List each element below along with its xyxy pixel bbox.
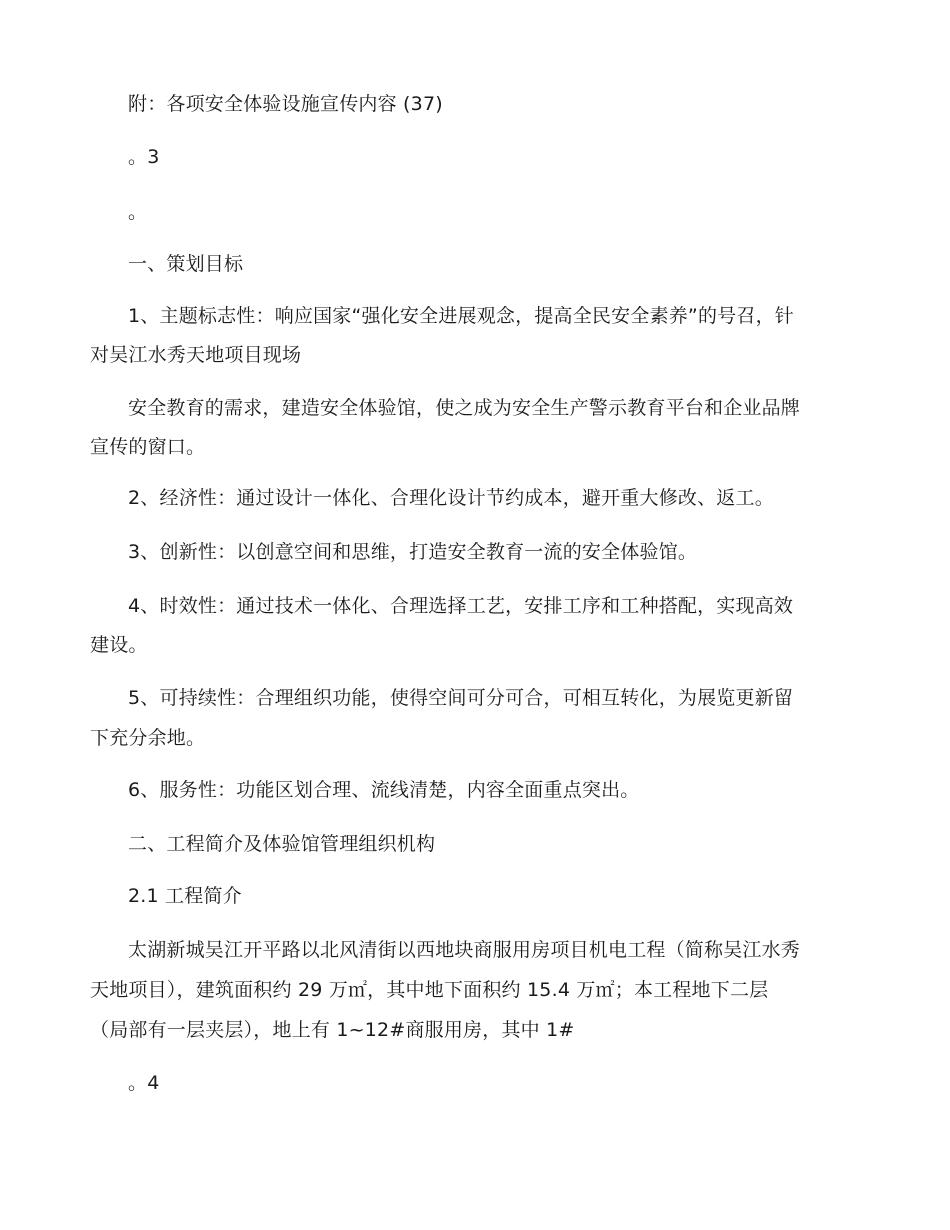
goal-5-line-2: 下充分余地。 <box>90 727 206 749</box>
goal-6: 6、服务性：功能区划合理、流线清楚，内容全面重点突出。 <box>128 779 640 801</box>
goal-4-line-2: 建设。 <box>90 634 148 656</box>
page-marker-3: 。3 <box>128 146 160 168</box>
page-marker-dot: 。 <box>128 201 148 223</box>
overview-line-3: （局部有一层夹层），地上有 1~12#商服用房，其中 1# <box>90 1019 575 1041</box>
section-heading-project-overview: 二、工程简介及体验馆管理组织机构 <box>128 833 436 855</box>
page-marker-4: 。4 <box>128 1072 160 1094</box>
goal-2: 2、经济性：通过设计一体化、合理化设计节约成本，避开重大修改、返工。 <box>128 487 774 509</box>
overview-line-2: 天地项目），建筑面积约 29 万㎡，其中地下面积约 15.4 万㎡；本工程地下二层 <box>90 979 769 1001</box>
goal-1-line-4: 宣传的窗口。 <box>90 436 206 458</box>
section-heading-planning-goals: 一、策划目标 <box>128 253 244 275</box>
goal-1-line-1: 1、主题标志性：响应国家“强化安全进展观念，提高全民安全素养”的号召，针 <box>128 305 794 327</box>
appendix-line: 附：各项安全体验设施宣传内容 (37) <box>128 93 443 115</box>
goal-1-line-3: 安全教育的需求，建造安全体验馆，使之成为安全生产警示教育平台和企业品牌 <box>128 397 801 419</box>
subsection-heading-2-1: 2.1 工程简介 <box>128 885 242 907</box>
goal-5-line-1: 5、可持续性：合理组织功能，使得空间可分可合，可相互转化，为展览更新留 <box>128 687 794 709</box>
goal-3: 3、创新性：以创意空间和思维，打造安全教育一流的安全体验馆。 <box>128 541 698 563</box>
goal-4-line-1: 4、时效性：通过技术一体化、合理选择工艺，安排工序和工种搭配，实现高效 <box>128 595 794 617</box>
goal-1-line-2: 对吴江水秀天地项目现场 <box>90 344 302 366</box>
overview-line-1: 太湖新城吴江开平路以北风清街以西地块商服用房项目机电工程（简称吴江水秀 <box>128 939 801 961</box>
